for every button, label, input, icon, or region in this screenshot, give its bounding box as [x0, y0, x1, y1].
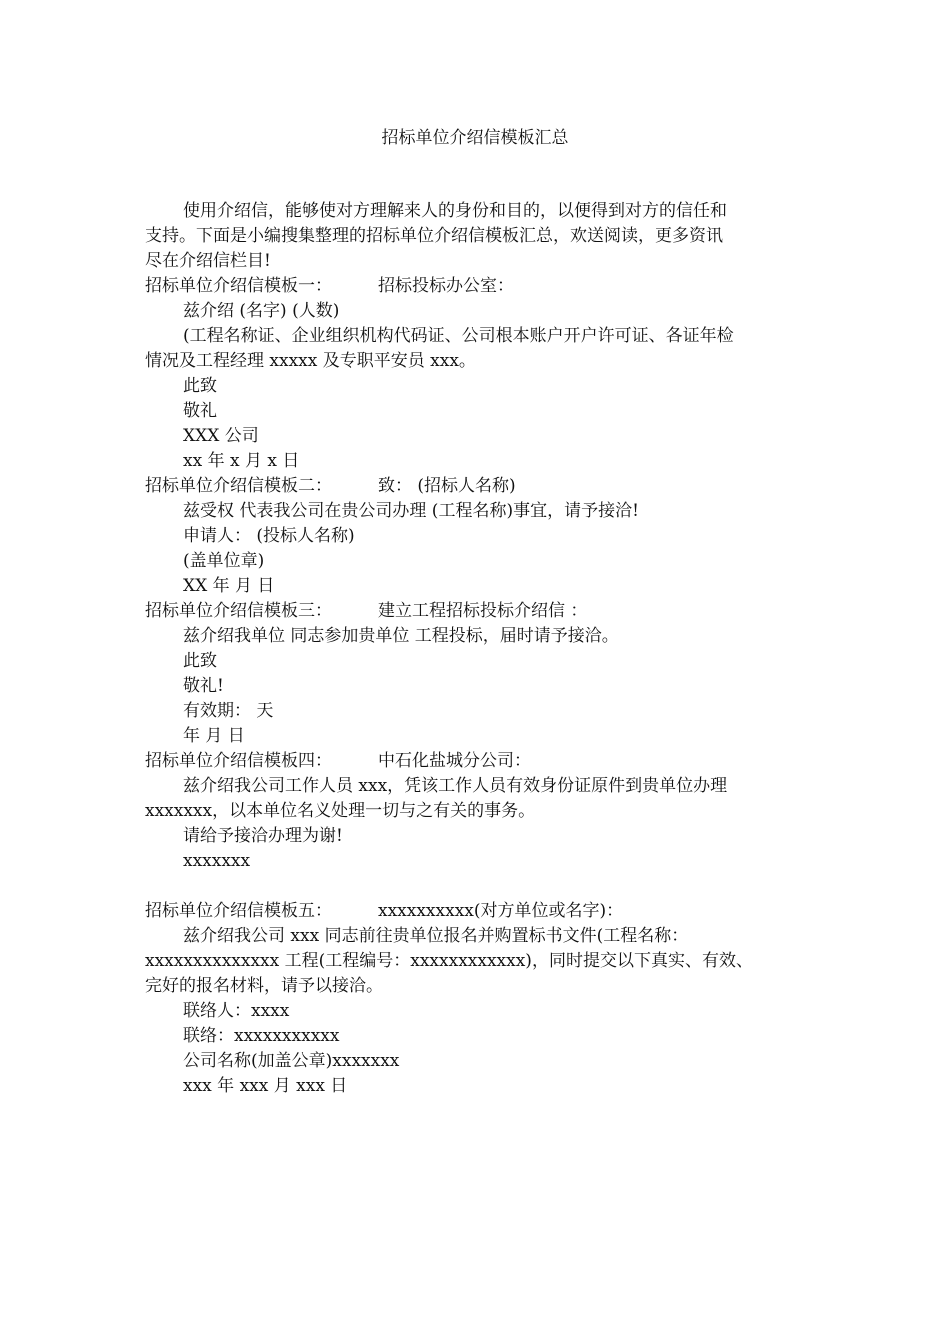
- template-line: 完好的报名材料，请予以接洽。: [145, 976, 383, 996]
- template-line: 敬礼: [183, 401, 217, 421]
- template-line: 兹介绍 (名字) (人数): [183, 301, 340, 321]
- template-heading-label: 招标单位介绍信模板二：: [145, 476, 332, 496]
- template-heading-label: 招标单位介绍信模板三：: [145, 601, 332, 621]
- template-line: xx 年 x 月 x 日: [183, 451, 300, 471]
- template-recipient: 致： (招标人名称): [378, 476, 516, 496]
- template-line: (工程名称证、企业组织机构代码证、公司根本账户开户许可证、各证年检: [183, 326, 734, 346]
- template-heading-label: 招标单位介绍信模板一：: [145, 276, 332, 296]
- document-title: 招标单位介绍信模板汇总: [381, 128, 569, 148]
- template-line: 情况及工程经理 xxxxx 及专职平安员 xxx。: [145, 351, 476, 371]
- template-line: 公司名称(加盖公章)xxxxxxx: [183, 1051, 400, 1071]
- template-heading: [145, 274, 805, 299]
- template-line: 此致: [183, 376, 217, 396]
- template-line: 申请人： (投标人名称): [183, 526, 355, 546]
- template-line: 敬礼!: [183, 676, 224, 696]
- template-line: 联络人：xxxx: [183, 1001, 290, 1021]
- template-line: 兹介绍我公司工作人员 xxx，凭该工作人员有效身份证原件到贵单位办理: [183, 776, 728, 796]
- template-line: XX 年 月 日: [183, 576, 275, 596]
- template-line: xxxxxxx，以本单位名义处理一切与之有关的事务。: [145, 801, 536, 821]
- template-line: 兹介绍我单位 同志参加贵单位 工程投标，届时请予接洽。: [183, 626, 619, 646]
- template-line: xxxxxxx: [183, 851, 251, 871]
- intro-line: 尽在介绍信栏目!: [145, 251, 271, 271]
- blank-line: [145, 874, 805, 899]
- templates-section: [145, 274, 805, 1099]
- template-line: 请给予接洽办理为谢!: [183, 826, 343, 846]
- template-line: 此致: [183, 651, 217, 671]
- template-line: xxxxxxxxxxxxxx 工程(工程编号：xxxxxxxxxxxx)，同时提交以下真实、有效、: [145, 951, 753, 971]
- template-line: XXX 公司: [183, 426, 259, 446]
- template-heading: [145, 474, 805, 499]
- template-line: 年 月 日: [183, 726, 245, 746]
- template-line: (盖单位章): [183, 551, 265, 571]
- template-recipient: xxxxxxxxxx(对方单位或名字)：: [378, 901, 624, 921]
- template-heading: [145, 899, 805, 924]
- template-heading: [145, 749, 805, 774]
- template-heading-label: 招标单位介绍信模板五：: [145, 901, 332, 921]
- template-line: 联络：xxxxxxxxxxx: [183, 1026, 340, 1046]
- template-recipient: 建立工程招标投标介绍信 ：: [378, 601, 588, 621]
- template-line: xxx 年 xxx 月 xxx 日: [183, 1076, 348, 1096]
- document-body: [145, 199, 805, 1099]
- template-line: 兹受权 代表我公司在贵公司办理 (工程名称)事宜，请予接洽!: [183, 501, 639, 521]
- intro-line: 使用介绍信，能够使对方理解来人的身份和目的，以便得到对方的信任和: [183, 201, 727, 221]
- template-heading: [145, 599, 805, 624]
- intro-line: 支持。下面是小编搜集整理的招标单位介绍信模板汇总，欢送阅读，更多资讯: [145, 226, 723, 246]
- template-line: 兹介绍我公司 xxx 同志前往贵单位报名并购置标书文件(工程名称：: [183, 926, 689, 946]
- template-recipient: 招标投标办公室：: [378, 276, 514, 296]
- template-heading-label: 招标单位介绍信模板四：: [145, 751, 332, 771]
- template-recipient: 中石化盐城分公司：: [378, 751, 531, 771]
- template-line: 有效期： 天: [183, 701, 274, 721]
